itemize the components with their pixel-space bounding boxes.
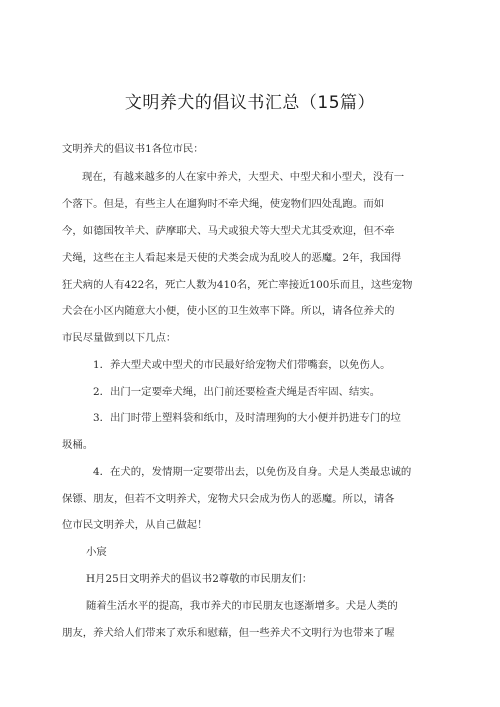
paragraph-line: 朋友，养犬给人们带来了欢乐和慰藉，但一些养犬不文明行为也带来了喔 [62, 627, 395, 639]
paragraph-line: 个落下。但是，有些主人在遛狗时不牵犬绳，使宠物们四处乱跑。而如 [62, 198, 385, 210]
paragraph-line: 位市民文明养犬，从自己做起！ [62, 519, 208, 531]
document-title: 文明养犬的倡议书汇总（15篇） [124, 93, 376, 113]
paragraph-line: 圾桶。 [62, 439, 94, 451]
paragraph-line: 随着生活水平的提高，我市养犬的市民朋友也逐渐增多。犬是人类的 [86, 600, 398, 612]
list-item: 3．出门时带上塑料袋和纸巾，及时清理狗的大小便并扔进专门的垃 [93, 412, 401, 424]
paragraph-line: 今，如德国牧羊犬、萨摩耶犬、马犬或狼犬等大型犬尤其受欢迎，但不牵 [62, 225, 395, 237]
signature-name: 小宸 [86, 546, 107, 558]
list-item: 4．在犬的，发情期一定要带出去，以免伤及自身。犬是人类最忠诚的 [93, 466, 412, 478]
paragraph-line: 文明养犬的倡议书1各位市民： [62, 143, 204, 155]
list-item: 2．出门一定要牵犬绳，出门前还要检查犬绳是否牢固、结实。 [93, 386, 381, 398]
list-item: 1．养大型犬或中型犬的市民最好给宠物犬们带嘴套，以免伤人。 [93, 359, 391, 371]
paragraph-line: 保镖、朋友，但若不文明养犬，宠物犬只会成为伤人的恶魔。所以，请各 [62, 493, 395, 505]
paragraph-line: H月25日文明养犬的倡议书2尊敬的市民朋友们： [86, 573, 313, 585]
paragraph-line: 狂犬病的人有422名，死亡人数为410名，死亡率接近100乐而且，这些宠物 [62, 279, 413, 291]
paragraph-line: 现在，有越来越多的人在家中养犬，大型犬、中型犬和小型犬，没有一 [82, 171, 405, 183]
paragraph-line: 犬绳，这些在主人看起来是天使的犬类会成为乱咬人的恶魔。2年，我国得 [62, 252, 402, 264]
paragraph-line: 市民尽量做到以下几点： [62, 332, 177, 344]
paragraph-line: 犬会在小区内随意大小便，使小区的卫生效率下降。所以，请各位养犬的 [62, 305, 395, 317]
